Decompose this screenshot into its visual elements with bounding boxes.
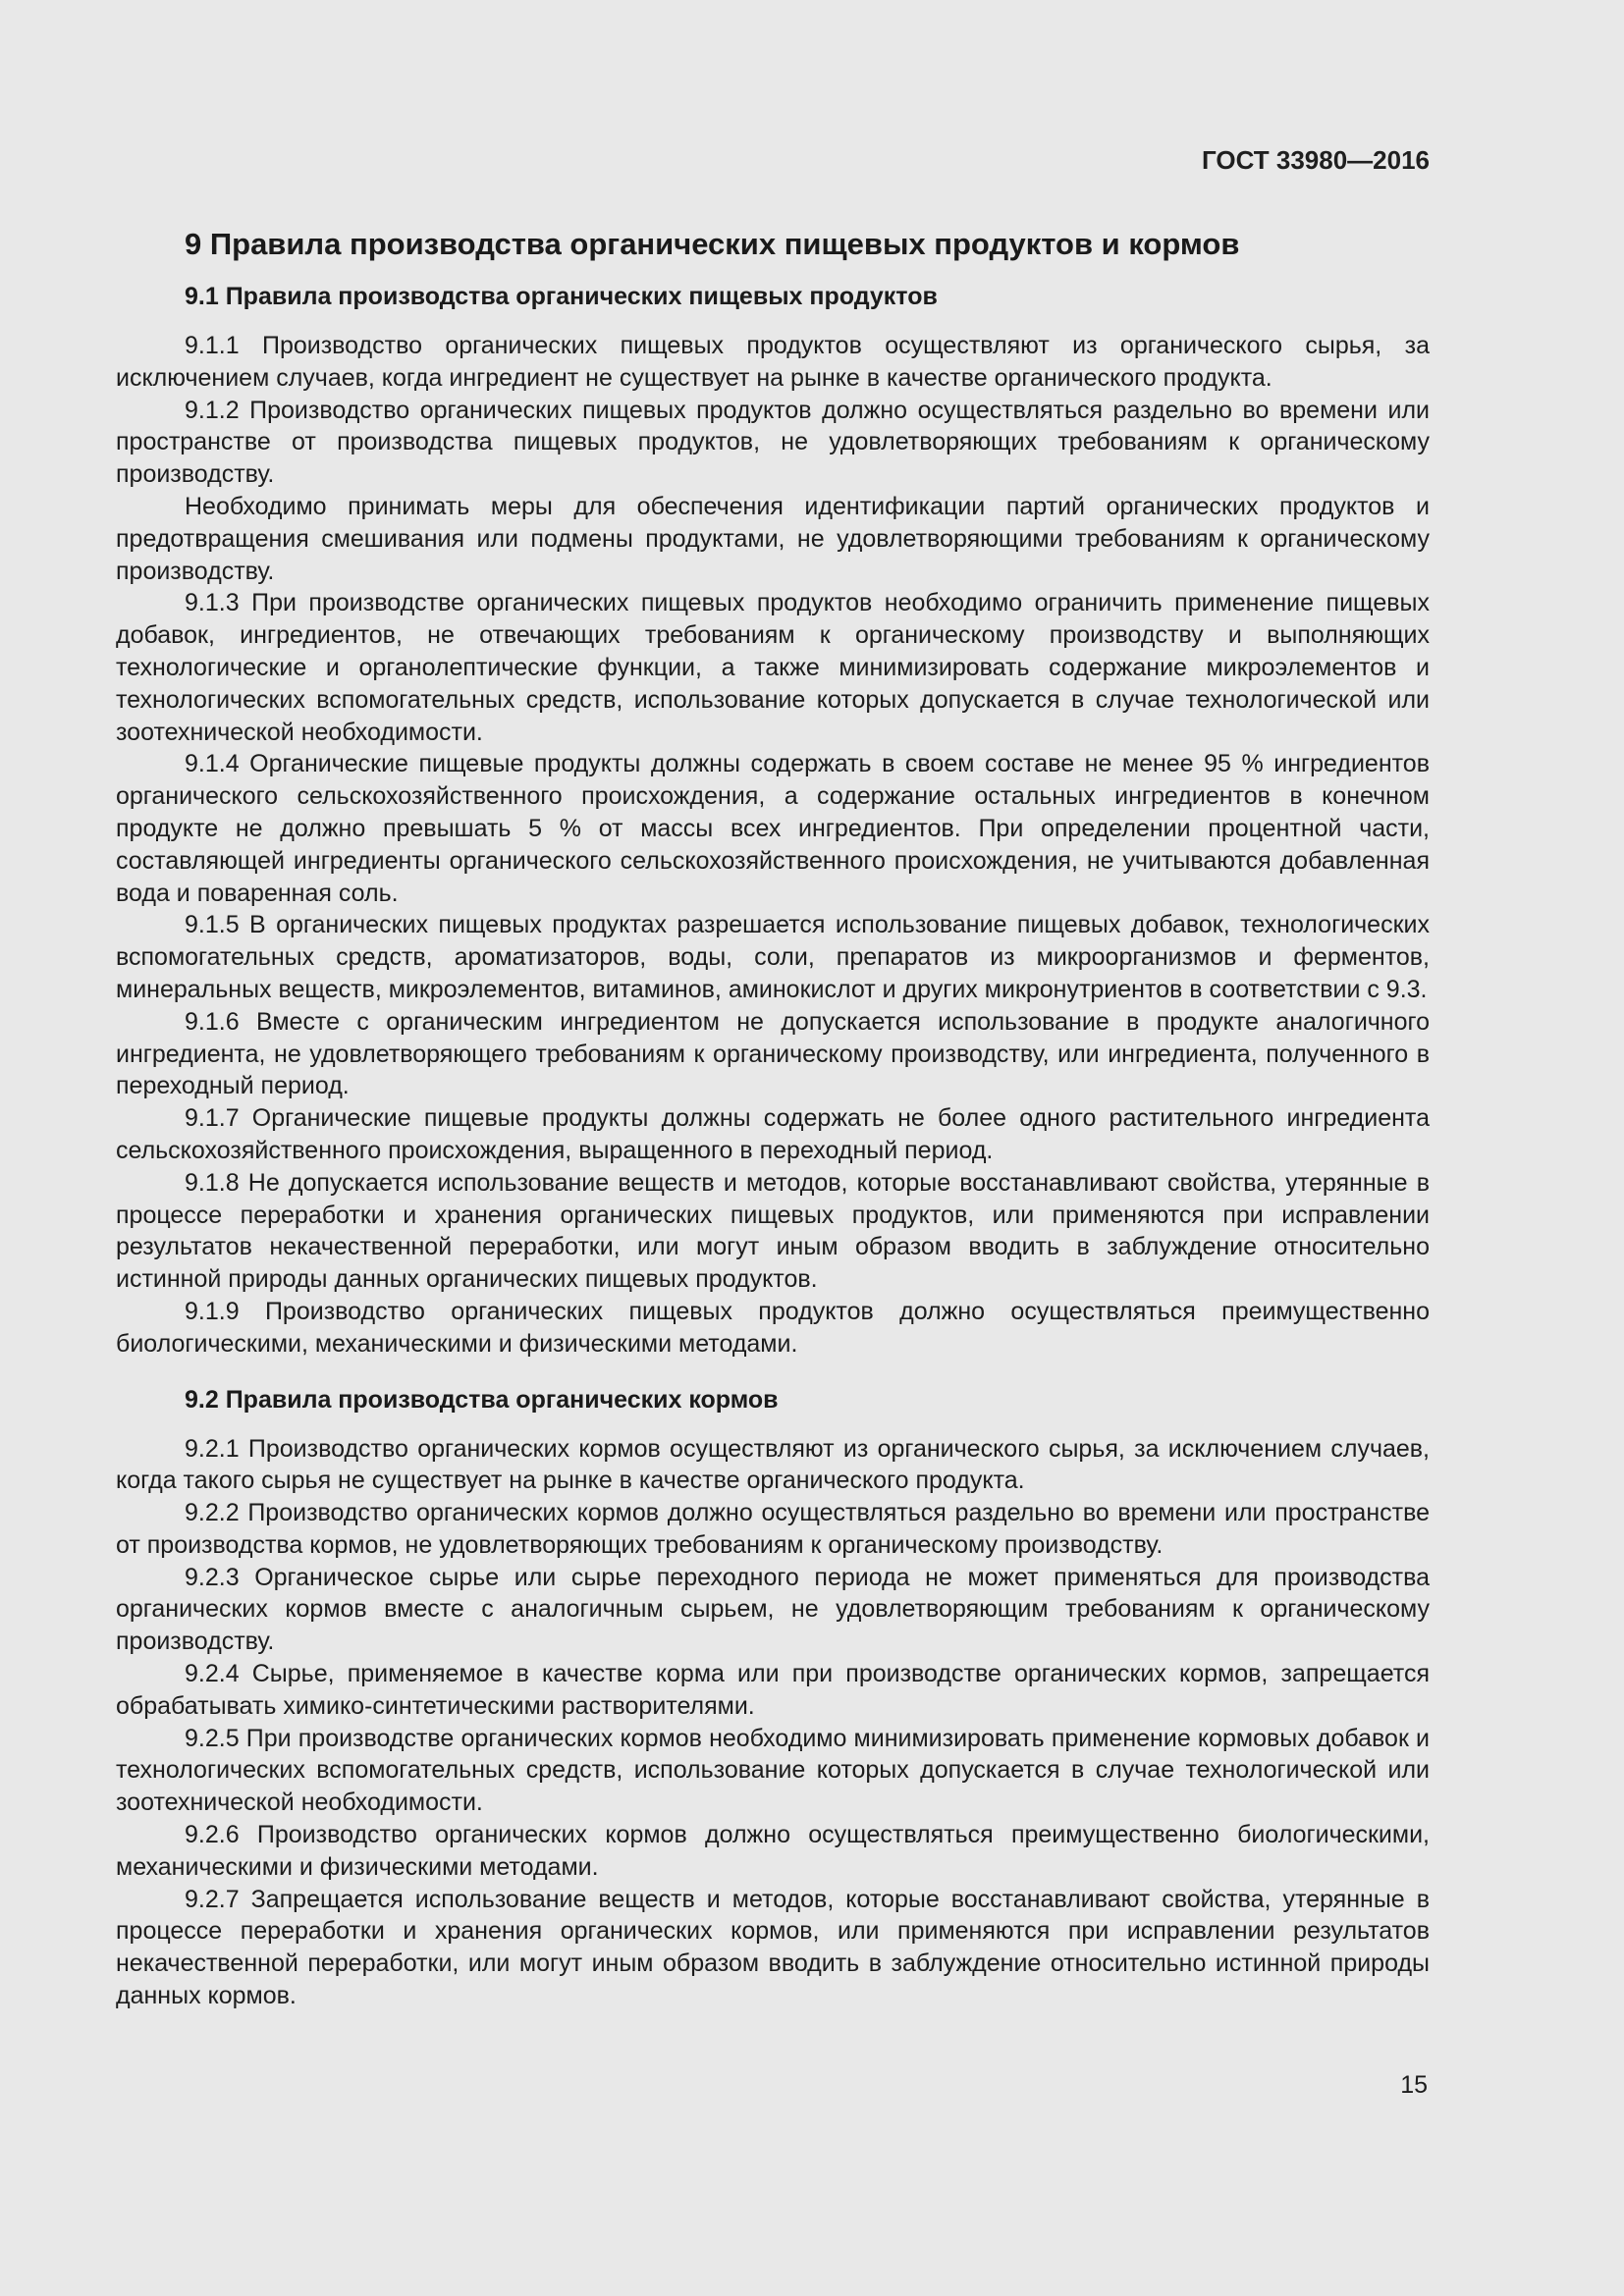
section-title: 9 Правила производства органических пищевых продуктов и кормов [185,227,1240,261]
paragraph-9-2-6: 9.2.6 Производство органических кормов должно осуществляться преимущественно биологическими, механическими и физическими методами. [116,1821,1430,1881]
paragraph-9-1-2: 9.1.2 Производство органических пищевых продуктов должно осуществляться раздельно во времени или пространстве от производства пищевых продуктов, не удовлетворяющих требованиям к органическому производству. [116,396,1430,489]
paragraph-9-1-8: 9.1.8 Не допускается использование веществ и методов, которые восстанавливают свойства, утерянные в процессе переработки и хранения органических пищевых продуктов, или применяются при исправлении результатов некачественной переработки, или могут иным образом вводить в заблуждение относительно истинной природы данных органических пищевых продуктов. [116,1168,1430,1294]
subsection-title-9-2: 9.2 Правила производства органических кормов [185,1385,779,1414]
paragraph-9-2-4: 9.2.4 Сырье, применяемое в качестве корма или при производстве органических кормов, запрещается обрабатывать химико-синтетическими растворителями. [116,1660,1430,1720]
paragraph-9-1-2-continued: Необходимо принимать меры для обеспечения идентификации партий органических продуктов и предотвращения смешивания или подмены продуктами, не удовлетворяющими требованиям к органическому производству. [116,492,1430,585]
paragraph-9-2-2: 9.2.2 Производство органических кормов должно осуществляться раздельно во времени или пространстве от производства кормов, не удовлетворяющих требованиям к органическому производству. [116,1499,1430,1559]
paragraph-9-2-5: 9.2.5 При производстве органических кормов необходимо минимизировать применение кормовых добавок и технологических вспомогательных средств, использование которых допускается в случае технологической или зоотехнической необходимости. [116,1724,1430,1817]
paragraph-9-2-3: 9.2.3 Органическое сырье или сырье переходного периода не может применяться для производства органических кормов вместе с аналогичным сырьем, не удовлетворяющим требованиям к органическому производству. [116,1563,1430,1656]
paragraph-9-2-7: 9.2.7 Запрещается использование веществ и методов, которые восстанавливают свойства, утерянные в процессе переработки и хранения органических кормов, или применяются при исправлении результатов некачественной переработки, или могут иным образом вводить в заблуждение относительно истинной природы данных кормов. [116,1885,1430,2010]
document-content [116,222,1430,2012]
paragraph-9-1-9: 9.1.9 Производство органических пищевых продуктов должно осуществляться преимущественно биологическими, механическими и физическими методами. [116,1297,1430,1358]
paragraph-9-1-4: 9.1.4 Органические пищевые продукты должны содержать в своем составе не менее 95 % ингредиентов органического сельскохозяйственного происхождения, а содержание остальных ингредиентов в конечном продукте не должно превышать 5 % от массы всех ингредиентов. При определении процентной части, составляющей ингредиенты органического сельскохозяйственного происхождения, не учитываются добавленная вода и поваренная соль. [116,750,1430,907]
paragraph-9-1-3: 9.1.3 При производстве органических пищевых продуктов необходимо ограничить применение пищевых добавок, ингредиентов, не отвечающих требованиям к органическому производству и выполняющих технологические и органолептические функции, а также минимизировать содержание микроэлементов и технологических вспомогательных средств, использование которых допускается в случае технологической или зоотехнической необходимости. [116,589,1430,746]
paragraph-9-1-5: 9.1.5 В органических пищевых продуктах разрешается использование пищевых добавок, технологических вспомогательных средств, ароматизаторов, воды, соли, препаратов из микроорганизмов и ферментов, минеральных веществ, микроэлементов, витаминов, аминокислот и других микронутриентов в соответствии с 9.3. [116,911,1430,1003]
paragraph-9-1-1: 9.1.1 Производство органических пищевых продуктов осуществляют из органического сырья, за исключением случаев, когда ингредиент не существует на рынке в качестве органического продукта. [116,332,1430,392]
document-code: ГОСТ 33980—2016 [1202,145,1430,175]
subsection-title-9-1: 9.1 Правила производства органических пищевых продуктов [185,283,938,310]
paragraph-9-1-6: 9.1.6 Вместе с органическим ингредиентом не допускается использование в продукте аналогичного ингредиента, не удовлетворяющего требованиям к органическому производству, или ингредиента, полученного в переходный период. [116,1007,1430,1100]
paragraph-9-1-7: 9.1.7 Органические пищевые продукты должны содержать не более одного растительного ингредиента сельскохозяйственного происхождения, выращенного в переходный период. [116,1104,1430,1164]
paragraph-9-2-1: 9.2.1 Производство органических кормов осуществляют из органического сырья, за исключением случаев, когда такого сырья не существует на рынке в качестве органического продукта. [116,1434,1430,1495]
page-number: 15 [1400,2071,1428,2099]
